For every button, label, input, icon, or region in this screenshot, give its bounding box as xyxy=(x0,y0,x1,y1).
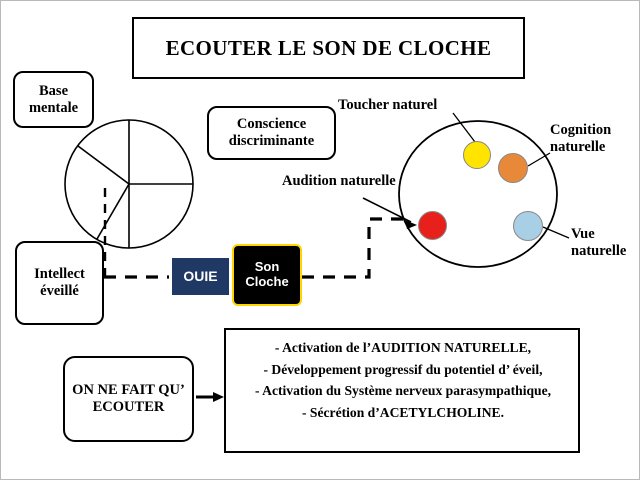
effects-list xyxy=(224,328,580,453)
list-item: - Sécrétion d’ACETYLCHOLINE. xyxy=(301,404,505,420)
effects-list-items xyxy=(236,340,570,421)
dot-toucher-naturel xyxy=(463,141,491,169)
label-audition-naturelle: Audition naturelle xyxy=(282,173,396,189)
node-ouie: OUIE xyxy=(172,258,229,295)
label-vue-naturelle: Vue naturelle xyxy=(571,226,627,260)
label-toucher-naturel: Toucher naturel xyxy=(338,97,438,113)
label-conscience-discriminante: Conscience discriminante xyxy=(207,106,336,160)
node-son-cloche: Son Cloche xyxy=(232,244,302,306)
dot-vue-naturelle xyxy=(513,211,543,241)
label-cognition-naturelle: Cognition naturelle xyxy=(550,122,612,156)
dot-cognition-naturelle xyxy=(498,153,528,183)
list-item: - Activation de l’AUDITION NATURELLE, xyxy=(274,340,532,355)
label-on-ne-fait-qu-ecouter: ON NE FAIT QU’ ECOUTER xyxy=(63,356,194,442)
dot-audition-naturelle xyxy=(418,211,447,240)
list-item: - Développement progressif du potentiel d’ éveil, xyxy=(263,361,543,377)
list-item: - Activation du Système nerveux parasympathique, xyxy=(254,383,552,399)
label-intellect-eveille: Intellect éveillé xyxy=(15,241,104,325)
label-base-mentale: Base mentale xyxy=(13,71,94,128)
page-title: ECOUTER LE SON DE CLOCHE xyxy=(132,17,525,79)
